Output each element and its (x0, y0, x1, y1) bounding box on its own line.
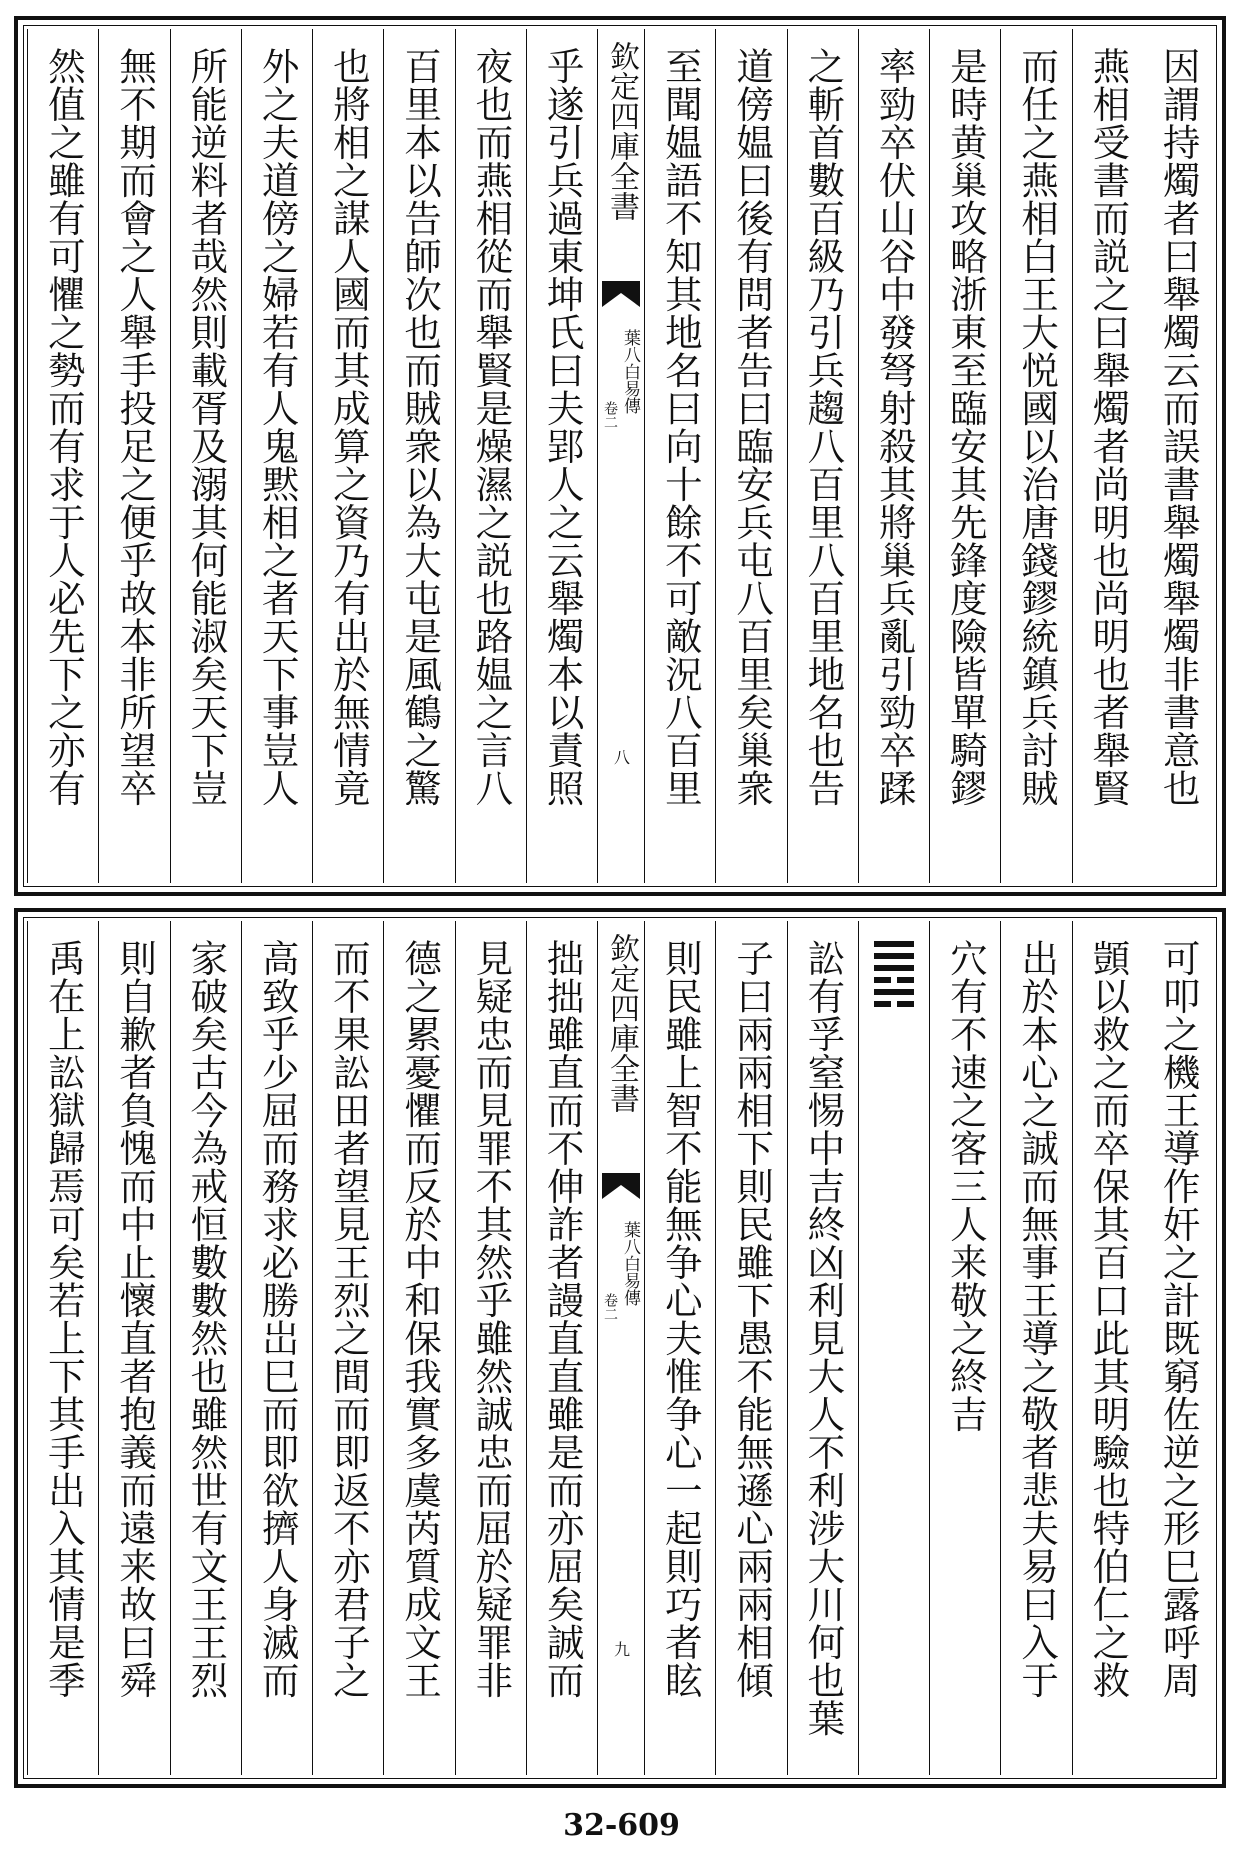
text-column (241, 921, 312, 1775)
column-text: 高致乎少屈而務求必勝岀巳而即欲擠人身滅而 (255, 939, 300, 1699)
column-text: 拙拙雖直而不伸詐者謾直直雖是而亦屈矣誠而 (540, 939, 585, 1699)
text-column (27, 29, 98, 883)
column-text: 百里本以告師次也而賊衆以為大屯是風鶴之驚 (398, 47, 443, 807)
text-column (787, 921, 858, 1775)
column-text: 燕相受書而説之曰舉燭者尚明也尚明也者舉賢 (1086, 47, 1131, 807)
text-column (455, 29, 526, 883)
column-text: 道傍媪曰後有問者告曰臨安兵屯八百里矣巢衆 (730, 47, 775, 807)
column-text: 子曰兩兩相下則民雖下愚不能無遜心兩兩相傾 (730, 939, 775, 1699)
column-text: 則自歉者負愧而中止懷直者抱義而遠来故曰舜 (113, 939, 158, 1699)
column-text: 至聞媪語不知其地名曰向十餘不可敵況八百里 (658, 47, 703, 807)
text-column (170, 921, 241, 1775)
column-text: 禹在上訟獄歸焉可矣若上下其手出入其情是季 (41, 939, 86, 1699)
page-number: 32-609 (563, 1808, 680, 1843)
text-column (98, 921, 169, 1775)
column-text: 然值之雖有可懼之勢而有求于人必先下之亦有 (41, 47, 86, 807)
column-text: 因謂持燭者曰舉燭云而誤書舉燭舉燭非書意也 (1156, 47, 1201, 807)
text-column (787, 29, 858, 883)
column-text: 顗以救之而卒保其百口此其明驗也特伯仁之救 (1086, 939, 1131, 1699)
column-text: 夜也而燕相從而舉賢是燥濕之説也路媪之言八 (469, 47, 514, 807)
hexagram-icon (874, 941, 914, 1013)
column-text: 則民雖上智不能無争心夫惟争心一起則巧者眩 (658, 939, 703, 1699)
header-title: 欽定四庫全書 (604, 933, 639, 1113)
text-column (170, 29, 241, 883)
text-column (27, 921, 98, 1775)
text-column (98, 29, 169, 883)
text-column (383, 29, 454, 883)
text-column (644, 29, 715, 883)
header-title: 欽定四庫全書 (604, 41, 639, 221)
folio-number: 八 (611, 749, 631, 765)
text-column (1000, 29, 1071, 883)
text-column (1143, 921, 1213, 1775)
text-column (383, 921, 454, 1775)
column-text: 是時黄巢攻略浙東至臨安其先鋒度險皆單騎鏐 (943, 47, 988, 807)
text-column (526, 921, 597, 1775)
column-text: 穴有不速之客三人来敬之終吉 (943, 939, 988, 1433)
top-page-panel (14, 16, 1226, 896)
hexagram-column (858, 921, 929, 1775)
book-title-block (601, 329, 641, 519)
text-column (241, 29, 312, 883)
text-column (715, 921, 786, 1775)
column-text: 乎遂引兵過東坤氏曰夫郢人之云舉燭本以責照 (540, 47, 585, 807)
column-text: 所能逆料者哉然則載胥及溺其何能淑矣天下豈 (184, 47, 229, 807)
text-column (1072, 29, 1143, 883)
column-text: 家破矣古今為戒恒數數然也雖然世有文王王烈 (184, 939, 229, 1699)
column-text: 率勁卒伏山谷中發弩射殺其將巢兵亂引勁卒蹂 (872, 47, 917, 807)
column-text: 無不期而會之人舉手投足之便乎故本非所望卒 (113, 47, 158, 807)
column-text: 見疑忠而見罪不其然乎雖然誠忠而屈於疑罪非 (469, 939, 514, 1699)
text-column (312, 921, 383, 1775)
column-text: 可叩之機王導作奸之計既窮佐逆之形巳露呼周 (1156, 939, 1201, 1699)
text-column (858, 29, 929, 883)
column-text: 出於本心之誠而無事王導之敬者悲夫易曰入于 (1015, 939, 1060, 1699)
fish-tail-icon (602, 1173, 640, 1201)
text-column (1000, 921, 1071, 1775)
column-text: 之斬首數百級乃引兵趨八百里八百里地名也告 (801, 47, 846, 807)
book-title: 葉八白易傳 (620, 329, 640, 414)
text-column (715, 29, 786, 883)
text-column (1072, 921, 1143, 1775)
text-column (644, 921, 715, 1775)
text-column (526, 29, 597, 883)
column-text: 外之夫道傍之婦若有人鬼黙相之者天下事豈人 (255, 47, 300, 807)
chapter-label: 卷二 (602, 401, 618, 429)
text-column (312, 29, 383, 883)
column-text: 也將相之謀人國而其成算之資乃有出於無情竟 (326, 47, 371, 807)
text-column (1143, 29, 1213, 883)
column-text: 而不果訟田者望見王烈之間而即返不亦君子之 (326, 939, 371, 1699)
book-title: 葉八白易傳 (620, 1221, 640, 1306)
bottom-page-panel (14, 908, 1226, 1788)
chapter-label: 卷二 (602, 1293, 618, 1321)
text-column (929, 921, 1000, 1775)
text-column (929, 29, 1000, 883)
column-text: 訟有孚窒惕中吉終凶利見大人不利涉大川何也葉 (801, 939, 846, 1737)
center-fold (597, 921, 644, 1775)
folio-number: 九 (611, 1641, 631, 1657)
text-column (455, 921, 526, 1775)
column-text: 而任之燕相白王大悦國以治唐錢鏐統鎮兵討賊 (1015, 47, 1060, 807)
bottom-page-columns (27, 921, 1213, 1775)
column-text: 德之累憂懼而反於中和保我實多虞芮質成文王 (398, 939, 443, 1699)
fish-tail-icon (602, 281, 640, 309)
book-title-block (601, 1221, 641, 1411)
center-fold (597, 29, 644, 883)
top-page-columns (27, 29, 1213, 883)
